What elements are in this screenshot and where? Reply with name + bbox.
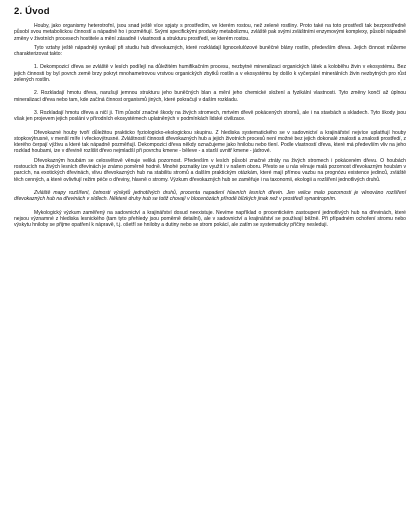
paragraph-attention: Dřevokazným houbám se celosvětově věnuje veliká pozornost. Především v lesích působí značné ztráty na živých stromech i pokáceném dřevu. O houbách rostoucích na živých lesních dřevinách je známo poměrně hodně. Mnohé poznatky ize využít i v našem oboru. Přesto se u nás věnuje malá pozornost dřevokazným houbám v parcích, na exotických dřevinách, vlivu dřevokazných hub na stabilitu stromů a dalším praktickým otázkám, které mají přímou vazbu na prognózu existence jedinců, zvláště těch cenných, a které ovlivňují režim péče o dřeviny, hlavně o stromy. Výzkum dřevokazných hub se zaměřuje i na taxonomii, ekologii a rozšíření jednotlivých druhů.: [14, 157, 406, 183]
paragraph-research: Mykologický výzkum zaměřený na sadovnictví a krajinářství dosud neexistuje. Nevíme například o procentickém zastoupení jednotlivých hub na dřevinách, které nejsou významné z hlediska lesnického (tam tyto přehledy jsou poměrně detailní), ale v sadovnictví a krajinářství se používají běžně. Při případném ochoření stromu nebo výskytu hniloby se přijme opatření k nápravě, t.j. ošetří se hniloby a dutiny nebo se strom pokácí, ale zatím se systematicky příčiny nesleduji.: [14, 209, 406, 229]
paragraph-relations: Tyto vztahy ještě nápadněji vynikají při studiu hub dřevokazných, které rozkládají lignocelulózové buněčné blány rostlin, především dřeva. Jejich činnost můžeme charakterizovat takto:: [14, 44, 406, 58]
paragraph-intro: Houby, jako organismy heterotrofní, jsou snad ještě více spjaty s prostředím, ve kterém rostou, než zelené rostliny. Proto také na toto prostředí tak bezprostředně působí svou metabolickou činností a nápadně ho i pozměňují. Svými specifickými produkty metabolizmu, zvláště pak svými zvláštními enzymovými komplexy, působí nápadně změny v životních procesech hostitele a mění zásadně i vlastnosti a strukturu prostředí, ve kterém rostou.: [14, 23, 406, 42]
list-item-1: 1. Dekompozicí dřeva se zvláště v lesích podílejí na důležitém humifikačním procesu, nezbytné mineralizaci organických látek a koloběhu živin v ekosystému. Bez jejich činnosti by byl povrch země brzy pokryt mnohametrovou vrstvou organických zbytků rostlin a v ekosystému by došlo k vyčerpání minerálních živin nezbytných pro růst zelených rostlin.: [14, 64, 406, 84]
paragraph-italic-note: Zvláště mapy rozšíření, četnosti výskytů jednotlivých druhů, procenta napadení hlavních lesních dřevin. Jen velice malo pozornosti je věnováno rozšíření dřevokazných hub na dřevinách v sídlech. Některé druhy hub se totiž chovají v blocenózách přírodě blízkých jinak než v prostředí synantropním.: [14, 189, 406, 203]
section-heading: 2. Úvod: [14, 6, 50, 17]
list-item-2: 2. Rozkladají hmotu dřeva, narušují jemnou strukturu jeho buněčných blan a mění jeho chemické složení a fyzikální vlastnosti. Tyto změny končí až úplnou mineralizací dřeva nebo tam, kde začíná činnost organismů jiných, které pokračují v daším rozkladu.: [14, 90, 406, 103]
paragraph-wood-fungi: Dřevokazné houby tvoří důležitou prakticko fyziologicko-ekologickou skupinu. Z hlediska systematického se v sadovnictví a krajinářství nejvíce uplatňují houby stopkovýtrusné, v menší míře i vřeckovýtrusné. Zvláštností činnosti dřevokazných hub a jejich životních procesů není možné bez jejich dokonalé znalosti a znalosti prostředí, z kterého čerpají výživu a které tak nápadně pozměňují. Dekompozici dřeva někdy označujeme jako hnilobu nebo tlení. Podle vlastností dřeva, které má především vliv na jeho rozklad houbami, ize v dřevině rozlišit dřevo nejmladší při povrchu kmene - běleve - a starší uvnitř kmene - jádrové.: [14, 129, 406, 155]
list-item-3: 3. Rozkladají hmotu dřeva a ničí ji. Tím působí značné škody na živých stromech, mrtvém dřevě pokácených stromů, ale i na stavbách a skladech. Tyto škody jsou však jen projevem jejich posláni v přírodních ekosystémech uplatněných v podmínkách lidské civilizace.: [14, 109, 406, 123]
